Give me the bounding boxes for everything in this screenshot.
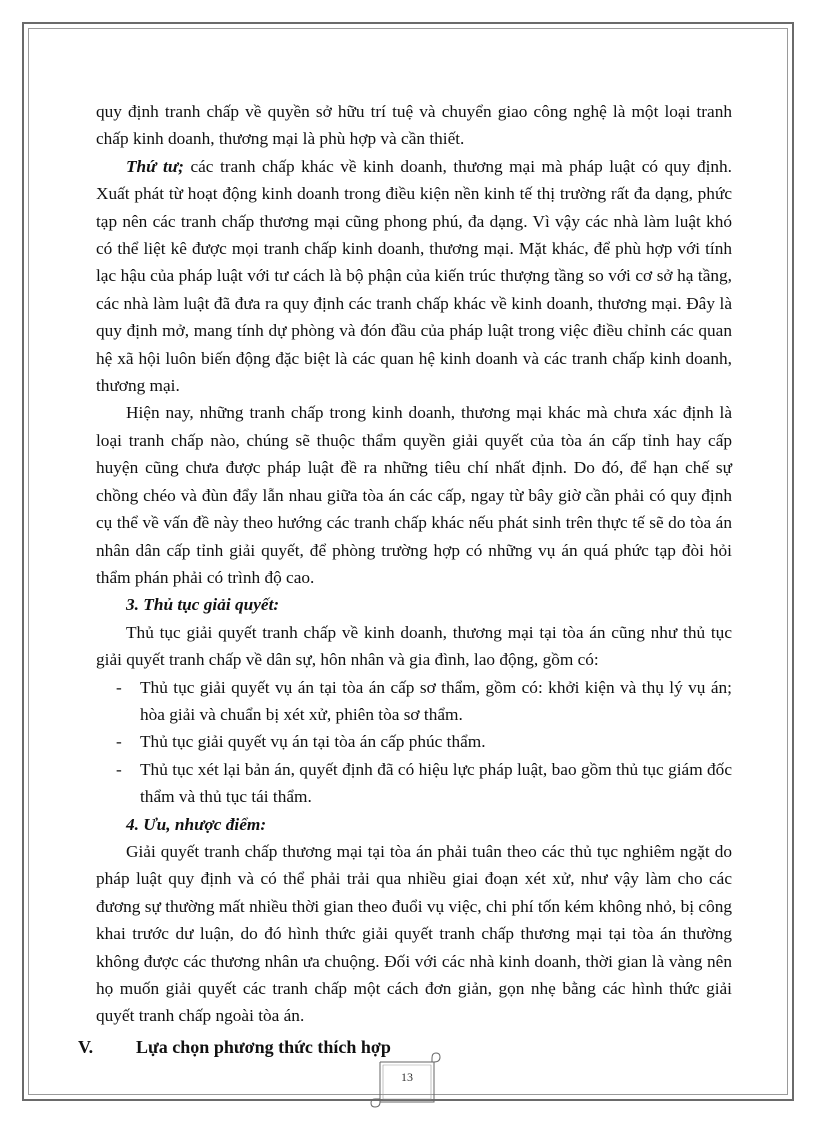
paragraph-intro: quy định tranh chấp về quyền sở hữu trí tuệ và chuyển giao công nghệ là một loại tranh chấp kinh doanh, thương mại là phù hợp và cần thiết. — [96, 102, 732, 149]
subheading-thu-tuc: 3. Thủ tục giải quyết: — [126, 595, 280, 615]
subheading-uu-nhuoc-diem: 4. Ưu, nhược điểm: — [126, 814, 267, 834]
page-number-scroll — [370, 1052, 444, 1108]
list-item: - Thủ tục giải quyết vụ án tại tòa án cấp sơ thẩm, gồm có: khởi kiện và thụ lý vụ án; hòa giải và chuẩn bị xét xử, phiên tòa sơ thẩm. — [96, 674, 732, 729]
page-number: 13 — [401, 1070, 413, 1084]
paragraph-lead-label: Thứ tư; — [126, 156, 184, 176]
paragraph-thu-tu-text: các tranh chấp khác về kinh doanh, thương mại mà pháp luật có quy định. Xuất phát từ hoạt động kinh doanh trong điều kiện nền kinh tế thị trường rất đa dạng, phức tạp nên các tranh chấp thương mại cũng phong phú, đa dạng. Vì vậy các nhà làm luật khó có thể liệt kê được mọi tranh chấp kinh doanh, thương mại. Mặt khác, để phù hợp với tính lạc hậu của pháp luật với tư cách là bộ phận của kiến trúc thượng tầng so với cơ sở hạ tầng, các nhà làm luật đã đưa ra quy định các tranh chấp khác về kinh doanh, thương mại. Đây là quy định mở, mang tính dự phòng và đón đầu của pháp luật trong việc điều chỉnh các quan hệ xã hội luôn biến động đặc biệt là các quan hệ kinh doanh và các tranh chấp kinh doanh, thương mại. — [96, 156, 732, 396]
bullet-dash: - — [116, 677, 122, 697]
section-number: V. — [78, 1036, 94, 1057]
paragraph-thu-tuc: Thủ tục giải quyết tranh chấp về kinh doanh, thương mại tại tòa án cũng như thủ tục giải quyết tranh chấp về dân sự, hôn nhân và gia đình, lao động, gồm có: — [96, 622, 732, 670]
list-item: - Thủ tục xét lại bản án, quyết định đã có hiệu lực pháp luật, bao gồm thủ tục giám đốc thẩm và thủ tục tái thẩm. — [96, 756, 732, 811]
document-body — [78, 98, 732, 1061]
list-item: - Thủ tục giải quyết vụ án tại tòa án cấp phúc thẩm. — [96, 728, 732, 755]
section-title: Lựa chọn phương thức thích hợp — [136, 1036, 391, 1057]
paragraph-hien-nay: Hiện nay, những tranh chấp trong kinh doanh, thương mại khác mà chưa xác định là loại tranh chấp nào, chúng sẽ thuộc thẩm quyền giải quyết của tòa án cấp tỉnh hay cấp huyện cũng chưa được pháp luật đề ra những tiêu chí nhất định. Do đó, để hạn chế sự chồng chéo và đùn đẩy lẫn nhau giữa tòa án các cấp, ngay từ bây giờ cần phải có quy định cụ thể về vấn đề này theo hướng các tranh chấp khác nếu phát sinh trên thực tế sẽ do tòa án nhân dân cấp tỉnh giải quyết, để phòng trường hợp có những vụ án quá phức tạp đòi hỏi thẩm phán phải có trình độ cao. — [96, 403, 732, 587]
bullet-dash: - — [116, 732, 122, 752]
procedure-list — [96, 674, 732, 811]
bullet-dash: - — [116, 759, 122, 779]
paragraph-thu-tu — [96, 153, 732, 400]
paragraph-uu-nhuoc-diem: Giải quyết tranh chấp thương mại tại tòa án phải tuân theo các thủ tục nghiêm ngặt do pháp luật quy định và có thể phải trải qua nhiều giai đoạn xét xử, như vậy làm cho các đương sự thường mất nhiều thời gian theo đuổi vụ việc, chi phí tốn kém không nhỏ, bị công khai trước dư luận, do đó hình thức giải quyết tranh chấp thương mại tại tòa án thường không được các thương nhân ưa chuộng. Đối với các nhà kinh doanh, thời gian là vàng nên họ muốn giải quyết các tranh chấp một cách đơn giản, gọn nhẹ bằng các hình thức giải quyết tranh chấp ngoài tòa án. — [96, 841, 732, 1026]
